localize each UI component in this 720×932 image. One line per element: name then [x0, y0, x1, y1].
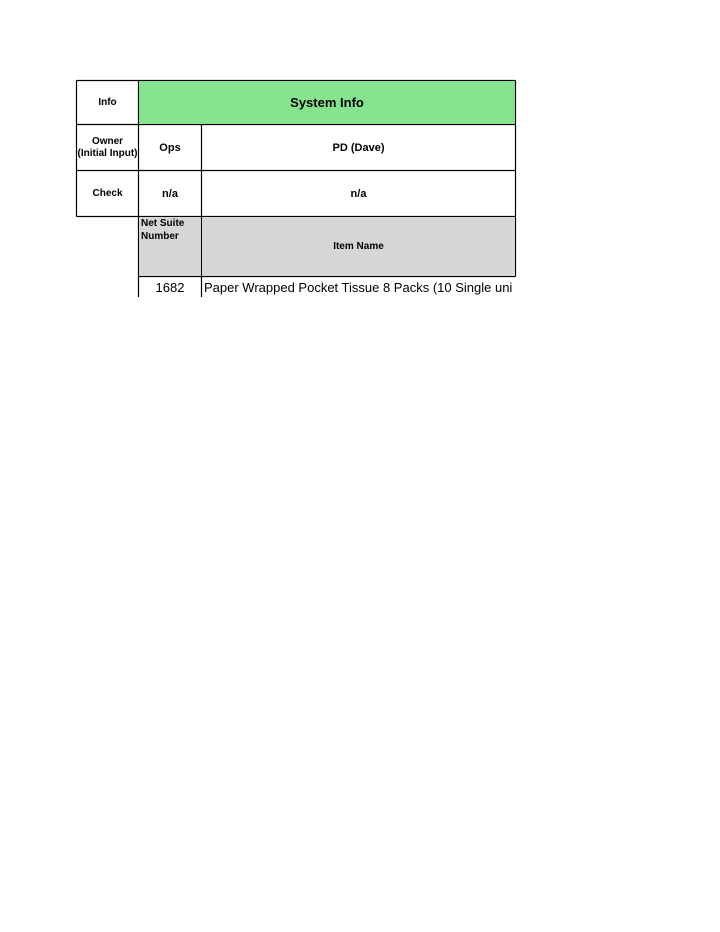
owner-label	[77, 125, 138, 170]
check-label: Check	[92, 188, 123, 199]
net-suite-header-line1: Net Suite	[141, 218, 185, 229]
info-label: Info	[98, 97, 117, 108]
system-info-header: System Info	[139, 81, 515, 124]
owner-label-line2: (Initial Input)	[77, 147, 138, 159]
table-row-net-suite-number: 1682	[155, 279, 185, 295]
table-row-item-name: Paper Wrapped Pocket Tissue 8 Packs (10 Single uni	[204, 279, 513, 295]
owner-label-line1: Owner	[91, 135, 124, 147]
net-suite-number-header	[139, 217, 201, 276]
owner-pd-cell: PD (Dave)	[332, 141, 385, 154]
item-name-header: Item Name	[202, 217, 515, 276]
net-suite-header-line2: Number	[141, 231, 179, 242]
check-pd-cell: n/a	[350, 187, 367, 200]
check-ops-cell: n/a	[162, 187, 178, 200]
owner-ops-cell: Ops	[159, 141, 181, 154]
